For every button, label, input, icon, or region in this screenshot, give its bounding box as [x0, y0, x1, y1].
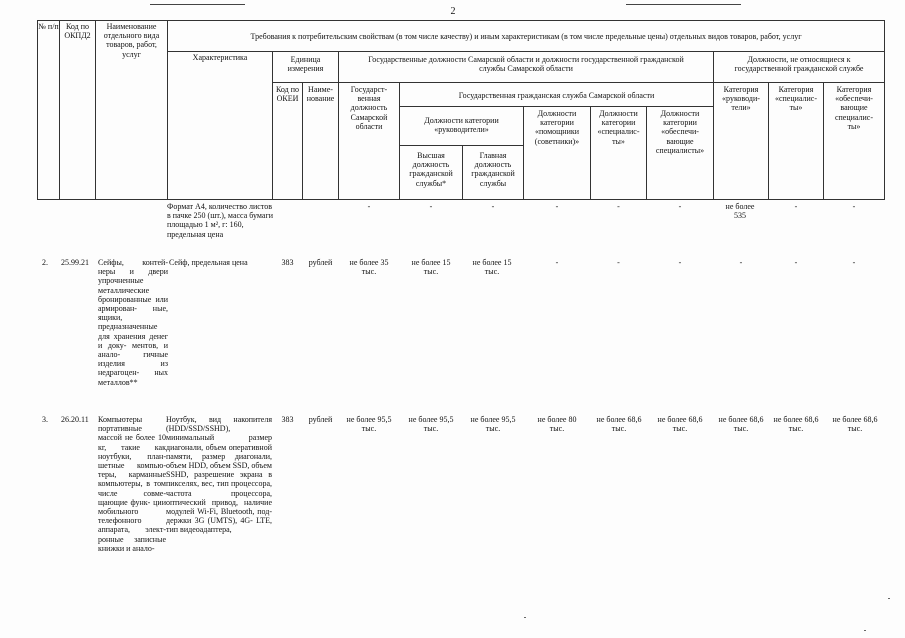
value-cat-supporting: - — [852, 202, 856, 211]
row-okei: 383 — [281, 258, 294, 267]
value-gov-post: не более 35 тыс. — [349, 258, 389, 277]
header-requirements: Требования к потребительским свойствам (в том числе качеству) и иным характеристикам (в том числе предельные цены) отдельных видов товаров, работ, услуг — [167, 20, 885, 52]
row-characteristic: Ноутбук, вид накопителя (HDD/SSD/SSHD), минимальный размер диагонали, объем оперативной памяти, размер диагонали, объем HDD, объем SSD, объем SSHD, разрешение экрана в пикселях, вес, тип процессора, частота процессора, оптический привод, наличие модулей Wi-Fi, Bluetooth, под- держки 3G (UMTS), 4G- LTE, тип видеоадаптера, — [166, 415, 272, 535]
value-main: не более 15 тыс. — [472, 258, 512, 277]
row-okei: 383 — [281, 415, 294, 424]
scan-speck — [524, 617, 526, 618]
value-supporting: - — [678, 258, 682, 267]
row-unit: рублей — [308, 258, 333, 267]
value-gov-post: не более 95,5 тыс. — [346, 415, 392, 434]
row-num: 2. — [42, 258, 48, 267]
value-specialists: - — [617, 258, 620, 267]
scan-speck — [864, 630, 866, 631]
value-highest: не более 95,5 тыс. — [408, 415, 454, 434]
value-cat-specialists: не более 68,6 тыс. — [773, 415, 819, 434]
header-cat-supporting: Категория «обеспечи- вающие специалис- ты» — [823, 82, 885, 200]
header-characteristic: Характеристика — [167, 51, 273, 200]
value-cat-supporting: - — [852, 258, 856, 267]
value-cat-specialists: - — [794, 202, 798, 211]
row-characteristic: Сейф, предельная цена — [169, 258, 248, 267]
header-okei: Код по ОКЕИ — [272, 82, 303, 200]
scan-speck — [888, 598, 890, 599]
value-main: не более 95,5 тыс. — [470, 415, 516, 434]
row-item-name: Компьютеры портативные массой не более 10 кг, такие как ноутбуки, план- шетные компью- теры, карманные компьютеры, в том числе совме- щающие функ- ции мобильного телефонного аппарата, элект- ронные записные книжки и анало- — [98, 415, 166, 553]
header-civil-service: Государственная гражданская служба Самарской области — [399, 82, 714, 107]
value-assistants: - — [555, 258, 559, 267]
row-okpd: 25.99.21 — [61, 258, 89, 267]
value-cat-specialists: - — [794, 258, 798, 267]
value-supporting: не более 68,6 тыс. — [657, 415, 703, 434]
value-highest: не более 15 тыс. — [411, 258, 451, 277]
header-okpd: Код по ОКПД2 — [59, 20, 96, 200]
value-specialists: - — [617, 202, 620, 211]
header-cat-leaders: Категория «руководи- тели» — [713, 82, 769, 200]
header-highest-post: Высшая должность гражданской службы* — [399, 145, 463, 200]
value-cat-leaders: - — [739, 258, 743, 267]
header-gov-post: Государст- венная должность Самарской области — [338, 82, 400, 200]
value-assistants: не более 80 тыс. — [537, 415, 577, 434]
header-assistants: Должности категории «помощники (советники)» — [523, 106, 591, 200]
row-item-name: Сейфы, контей- неры и двери упрочненные металлические бронированные или армирован- ные, ящики, предназначенные для хранения денег и доку- ментов, и анало- гичные изделия из недрагоцен- ных металлов** — [98, 258, 168, 387]
value-cat-leaders: не более 535 — [725, 202, 755, 221]
header-specialists: Должности категории «специалис- ты» — [590, 106, 647, 200]
header-supporting: Должности категории «обеспечи- вающие специалисты» — [646, 106, 714, 200]
row-okpd: 26.20.11 — [61, 415, 89, 424]
row-characteristic: Формат А4, количество листов в пачке 250 (шт.), масса бумаги площадью 1 м², г: 160, предельная цена — [167, 202, 274, 239]
value-specialists: не более 68,6 тыс. — [596, 415, 642, 434]
header-unit-name: Наиме- нование — [302, 82, 339, 200]
header-main-post: Главная должность гражданской службы — [462, 145, 524, 200]
value-gov-post: - — [367, 202, 371, 211]
row-unit: рублей — [308, 415, 333, 424]
value-assistants: - — [555, 202, 559, 211]
header-cat-specialists: Категория «специалис- ты» — [768, 82, 824, 200]
top-left-rule — [150, 4, 245, 5]
top-right-rule — [626, 4, 741, 5]
page-number: 2 — [450, 6, 456, 17]
row-num: 3. — [42, 415, 48, 424]
header-item-name: Наименование отдельного вида товаров, работ, услуг — [95, 20, 168, 200]
value-highest: - — [429, 202, 433, 211]
header-num: № п/п — [37, 20, 60, 200]
header-unit: Единица измерения — [272, 51, 339, 83]
header-state-posts: Государственные должности Самарской области и должности государственной гражданской службы Самарской области — [338, 51, 714, 83]
value-cat-supporting: не более 68,6 тыс. — [832, 415, 878, 434]
value-cat-leaders: не более 68,6 тыс. — [718, 415, 764, 434]
header-leaders: Должности категории «руководители» — [399, 106, 524, 146]
header-non-state: Должности, не относящиеся к государственной гражданской службе — [713, 51, 885, 83]
value-main: - — [491, 202, 495, 211]
value-supporting: - — [678, 202, 682, 211]
